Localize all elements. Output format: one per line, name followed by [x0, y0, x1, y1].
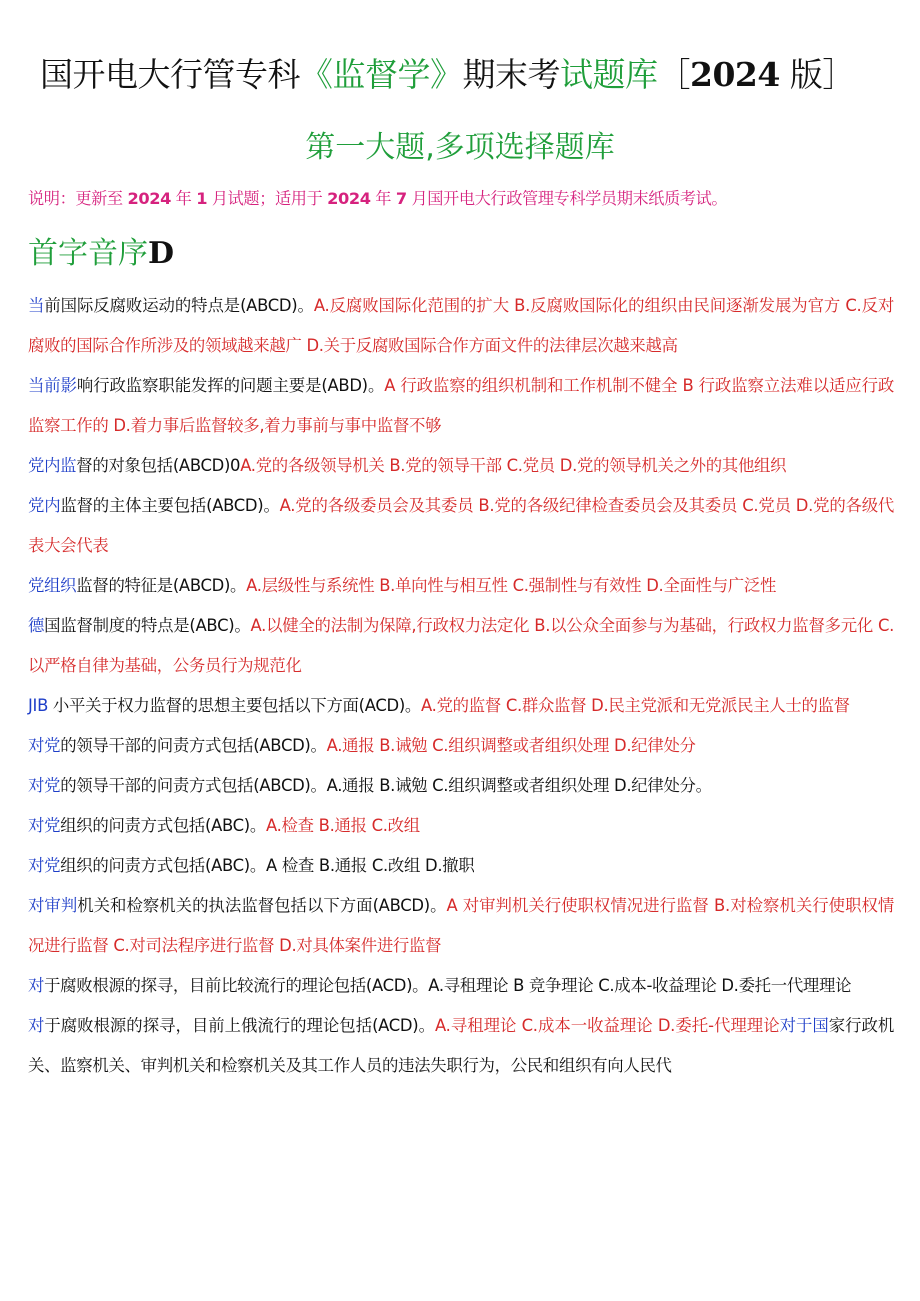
entry-keyword: 当 — [28, 296, 45, 315]
note-line — [28, 186, 908, 212]
entry-stem: 于腐败根源的探寻，目前上俄流行的理论包括(ACD)。 — [44, 1016, 436, 1035]
question-entry — [28, 446, 894, 486]
entry-keyword: 对党 — [28, 816, 61, 835]
question-entry — [28, 286, 894, 366]
entry-keyword: 当前影 — [28, 376, 77, 395]
entry-keyword: 对党 — [28, 776, 61, 795]
entry-stem: 响行政监察职能发挥的问题主要是(ABD)。 — [76, 376, 385, 395]
entry-keyword: 党组织 — [28, 576, 77, 595]
title-book-name: 《监督学》 — [300, 55, 463, 94]
note-year2: 2024 — [327, 189, 371, 208]
entry-stem: 监督的特征是(ABCD)。 — [76, 576, 247, 595]
entry-keyword: 对 — [28, 1016, 45, 1035]
question-entry — [28, 966, 894, 1006]
title-prefix: 国开电大行管专科 — [40, 55, 300, 94]
question-entry — [28, 686, 894, 726]
note-year1: 2024 — [127, 189, 171, 208]
entry-stem: 机关和检察机关的执法监督包括以下方面(ABCD)。 — [77, 896, 447, 915]
note-part2: 年 — [170, 189, 197, 208]
entry-answer: A.寻租理论 C.成本一收益理论 D.委托-代理理论 — [435, 1016, 780, 1035]
entry-stem: 于腐败根源的探寻，目前比较流行的理论包括(ACD)。A.寻租理论 B 竞争理论 C.成本-收益理论 D.委托一代理理论 — [44, 976, 852, 995]
entry-stem: 监督的主体主要包括(ABCD)。 — [60, 496, 280, 515]
entry-stem: 组织的问责方式包括(ABC)。A 检查 B.通报 C.改组 D.撤职 — [60, 856, 475, 875]
index-heading-letter: D — [148, 236, 175, 271]
page-title — [40, 52, 900, 98]
question-entry — [28, 846, 894, 886]
entry-answer: A.层级性与系统性 B.单向性与相互性 C.强制性与有效性 D.全面性与广泛性 — [246, 576, 777, 595]
question-entry — [28, 766, 894, 806]
question-entry — [28, 886, 894, 966]
entry-stem: 前国际反腐败运动的特点是(ABCD)。 — [44, 296, 314, 315]
entry-keyword: 党内监 — [28, 456, 77, 475]
entry-keyword: 对党 — [28, 736, 61, 755]
entry-answer: A 行政监察的组织机制和工作机制不健全 B 行政监察立法难以适应行政监察工作的 D.着力事后监督较多,着力事前与事中监督不够 — [28, 376, 894, 435]
entry-stem: 的领导干部的问责方式包括(ABCD)。 — [60, 736, 327, 755]
title-edition: 版］ — [779, 55, 855, 94]
entry-answer: A.检查 B.通报 C.改组 — [266, 816, 420, 835]
question-entry — [28, 366, 894, 446]
title-mid: 期末考 — [462, 55, 560, 94]
entry-answer: A 对审判机关行使职权情况进行监督 B.对检察机关行使职权情况进行监督 C.对司法程序进行监督 D.对具体案件进行监督 — [28, 896, 894, 955]
entry-keyword: 对审判 — [28, 896, 78, 915]
title-year: 2024 — [690, 55, 780, 94]
entry-stem: 督的对象包括(ABCD)0 — [76, 456, 241, 475]
entry-keyword: JIB — [28, 696, 49, 715]
entry-answer: A.党的监督 C.群众监督 D.民主党派和无党派民主人士的监督 — [421, 696, 850, 715]
entry-stem: 的领导干部的问责方式包括(ABCD)。A.通报 B.诫勉 C.组织调整或者组织处理 D.纪律处分。 — [60, 776, 712, 795]
note-part3: 月试题；适用于 — [207, 189, 328, 208]
entry-stem: 组织的问责方式包括(ABC)。 — [60, 816, 266, 835]
question-entry — [28, 726, 894, 766]
title-bracket: ［ — [657, 55, 690, 94]
question-entry — [28, 566, 894, 606]
question-entry — [28, 486, 894, 566]
entry-stem-next: 家行政机关、监察机关、审判机关和检察机关及其工作人员的违法失职行为，公民和组织有向人民代 — [28, 1016, 894, 1075]
entry-answer: A.党的各级领导机关 B.党的领导干部 C.党员 D.党的领导机关之外的其他组织 — [240, 456, 787, 475]
entry-keyword-next: 对于国 — [779, 1016, 829, 1035]
question-entry — [28, 606, 894, 686]
title-question-bank: 试题库 — [560, 55, 658, 94]
note-month1: 1 — [196, 189, 208, 208]
entry-keyword: 德 — [28, 616, 45, 635]
note-part1: 说明：更新至 — [28, 189, 128, 208]
entry-keyword: 党内 — [28, 496, 61, 515]
note-month2: 7 — [395, 189, 407, 208]
entry-answer: A.党的各级委员会及其委员 B.党的各级纪律检查委员会及其委员 C.党员 D.党的各级代表大会代表 — [28, 496, 894, 555]
entry-answer: A.反腐败国际化范围的扩大 B.反腐败国际化的组织由民间逐渐发展为官方 C.反对腐败的国际合作所涉及的领域越来越广 D.关于反腐败国际合作方面文件的法律层次越来越高 — [28, 296, 895, 355]
entry-answer: A.以健全的法制为保障,行政权力法定化 B.以公众全面参与为基础，行政权力监督多元化 C.以严格自律为基础，公务员行为规范化 — [28, 616, 895, 675]
note-part5: 月国开电大行政管理专科学员期末纸质考试。 — [406, 189, 728, 208]
question-entry — [28, 1006, 894, 1086]
index-heading-label: 首字音序 — [28, 236, 148, 271]
entry-stem: 小平关于权力监督的思想主要包括以下方面(ACD)。 — [48, 696, 422, 715]
note-part4: 年 — [370, 189, 396, 208]
entry-answer: A.通报 B.诫勉 C.组织调整或者组织处理 D.纪律处分 — [326, 736, 696, 755]
question-entry — [28, 806, 894, 846]
question-list — [28, 286, 894, 1086]
entry-keyword: 对党 — [28, 856, 61, 875]
index-heading — [28, 232, 174, 276]
entry-keyword: 对 — [28, 976, 45, 995]
entry-stem: 国监督制度的特点是(ABC)。 — [44, 616, 251, 635]
section-title: 第一大题,多项选择题库 — [305, 130, 615, 165]
